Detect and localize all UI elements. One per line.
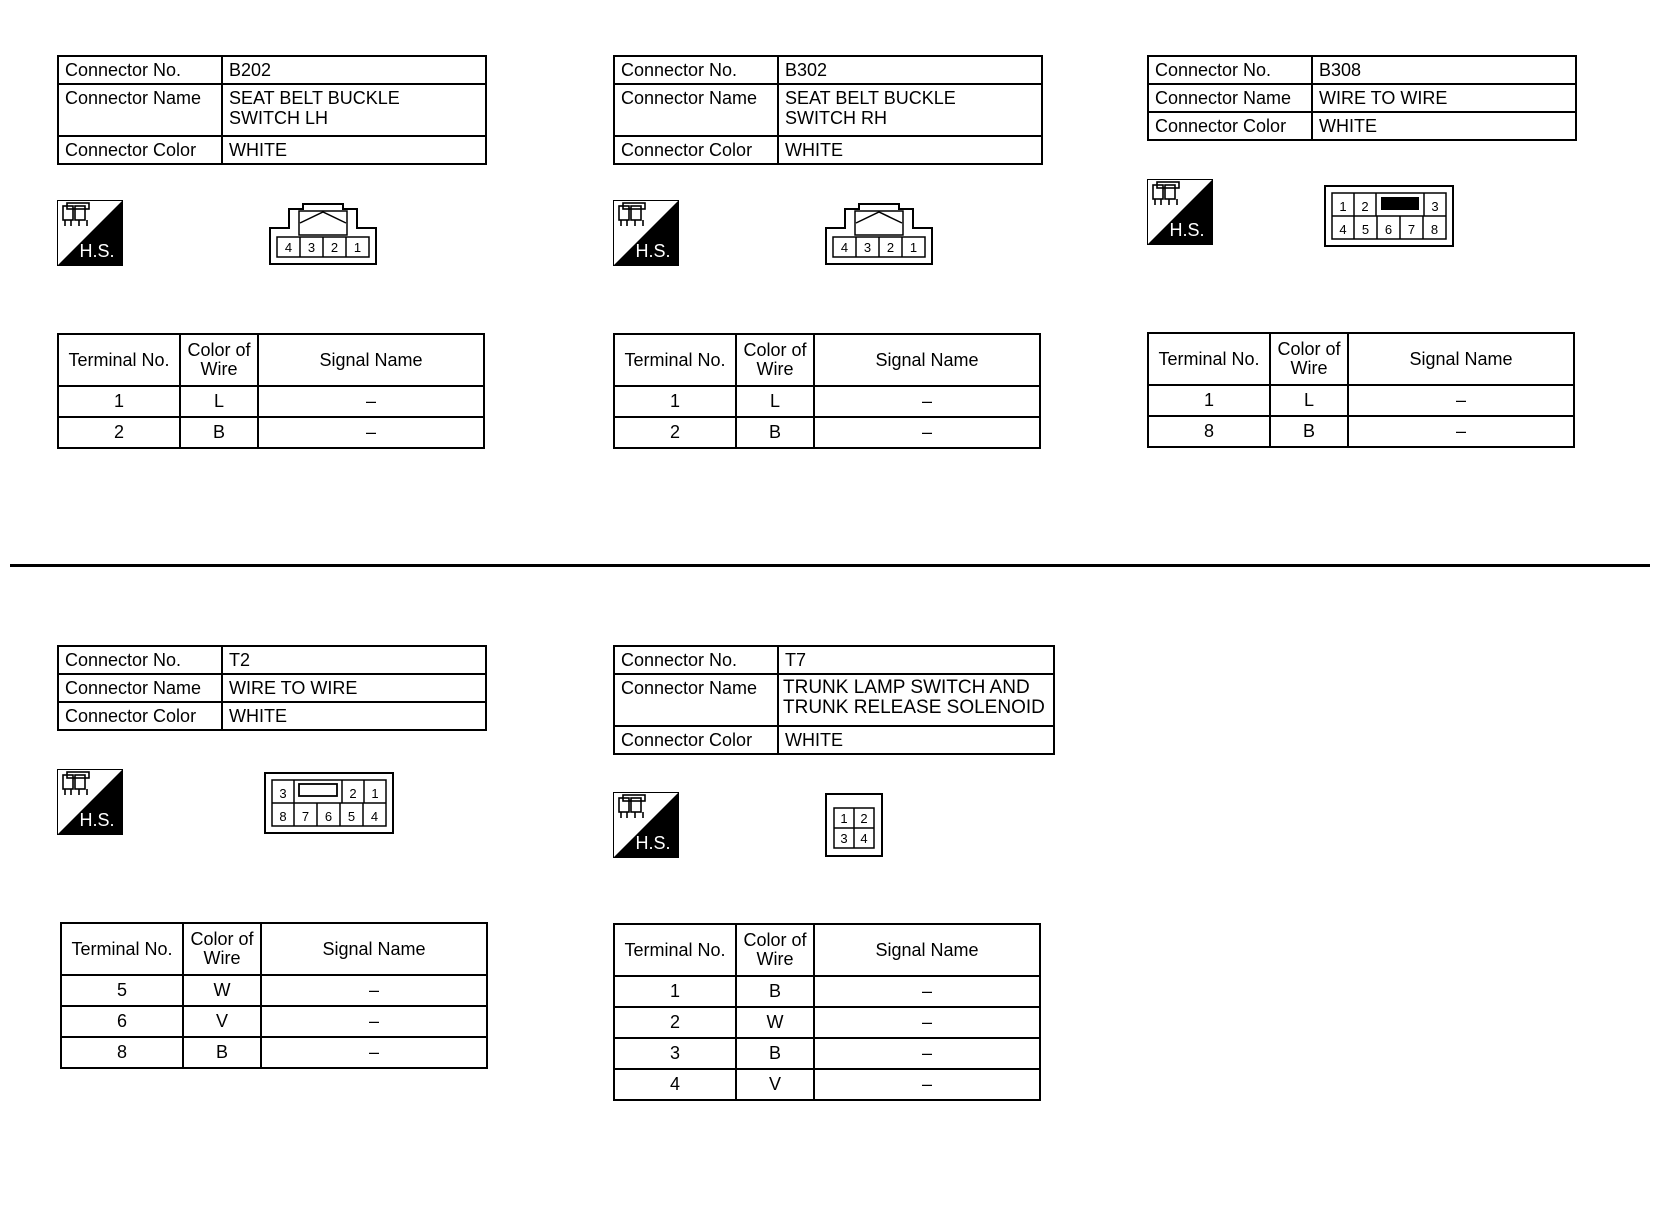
- connector-no-label: Connector No.: [58, 646, 222, 674]
- table-row: 3 B –: [614, 1038, 1040, 1069]
- connector-no-label: Connector No.: [1148, 56, 1312, 84]
- pin-label: 2: [330, 240, 339, 255]
- connector-info-table: [57, 55, 487, 165]
- connector-name-value: WIRE TO WIRE: [222, 674, 486, 702]
- terminal-table: [60, 922, 488, 1069]
- table-row: 1 L –: [1148, 385, 1574, 416]
- connector-info-table: [1147, 55, 1577, 141]
- pin-label: 3: [840, 831, 848, 846]
- pin-label: 1: [371, 786, 379, 801]
- pin-label: 1: [353, 240, 362, 255]
- connector-name-label: Connector Name: [1148, 84, 1312, 112]
- pin-label: 7: [301, 809, 310, 824]
- connector-name-label: Connector Name: [614, 674, 778, 726]
- terminal-table: [613, 333, 1041, 449]
- pin-label: 4: [284, 240, 293, 255]
- pin-label: 3: [863, 240, 872, 255]
- table-row: 5 W –: [61, 975, 487, 1006]
- connector-no-label: Connector No.: [58, 56, 222, 84]
- table-row: 1 B –: [614, 976, 1040, 1007]
- pin-label: 1: [840, 811, 848, 826]
- connector-face-4pin: [269, 203, 377, 265]
- pin-label: 3: [1431, 199, 1439, 214]
- connector-color-value: WHITE: [222, 702, 486, 730]
- wire-color-header: Color of Wire: [183, 923, 261, 975]
- pin-label: 8: [279, 809, 287, 824]
- connector-b308: [1147, 55, 1577, 455]
- connector-name-value: SEAT BELT BUCKLE SWITCH LH: [222, 84, 486, 136]
- pin-label: 6: [324, 809, 333, 824]
- wire-color-header: Color of Wire: [736, 924, 814, 976]
- table-row: 6 V –: [61, 1006, 487, 1037]
- signal-name-header: Signal Name: [258, 334, 484, 386]
- wire-color-header: Color of Wire: [736, 334, 814, 386]
- connector-face-4pin: [825, 203, 933, 265]
- wire-color-header: Color of Wire: [180, 334, 258, 386]
- table-row: 1 L –: [614, 386, 1040, 417]
- terminal-table: [1147, 332, 1575, 448]
- terminal-no-header: Terminal No.: [1148, 333, 1270, 385]
- svg-text:H.S.: H.S.: [79, 810, 115, 830]
- connector-no-label: Connector No.: [614, 646, 778, 674]
- connector-color-label: Connector Color: [58, 702, 222, 730]
- terminal-table: [57, 333, 485, 449]
- pin-label: 4: [860, 831, 868, 846]
- hs-harness-side-icon: [1147, 179, 1213, 245]
- connector-b202: [57, 55, 487, 455]
- connector-color-label: Connector Color: [58, 136, 222, 164]
- connector-info-table: [613, 645, 1055, 755]
- table-row: 2 W –: [614, 1007, 1040, 1038]
- pin-label: 1: [1339, 199, 1347, 214]
- connector-name-value: TRUNK LAMP SWITCH AND TRUNK RELEASE SOLENOID: [778, 674, 1054, 726]
- pin-label: 6: [1384, 222, 1393, 237]
- connector-info-table: [57, 645, 487, 731]
- connector-color-value: WHITE: [778, 726, 1054, 754]
- table-row: 8 B –: [61, 1037, 487, 1068]
- connector-face-4pin: [825, 793, 883, 857]
- connector-face-8pin: [264, 772, 394, 834]
- terminal-table: [613, 923, 1041, 1101]
- pin-label: 7: [1407, 222, 1416, 237]
- table-row: 2 B –: [614, 417, 1040, 448]
- connector-color-label: Connector Color: [1148, 112, 1312, 140]
- pin-label: 4: [840, 240, 849, 255]
- connector-color-value: WHITE: [778, 136, 1042, 164]
- connector-color-label: Connector Color: [614, 726, 778, 754]
- pin-label: 2: [860, 811, 868, 826]
- connector-name-value: SEAT BELT BUCKLE SWITCH RH: [778, 84, 1042, 136]
- connector-info-table: [613, 55, 1043, 165]
- svg-text:H.S.: H.S.: [635, 241, 671, 261]
- pin-label: 2: [886, 240, 895, 255]
- connector-no-value: B202: [222, 56, 486, 84]
- hs-harness-side-icon: [613, 792, 679, 858]
- pin-label: 3: [307, 240, 316, 255]
- svg-text:H.S.: H.S.: [79, 241, 115, 261]
- pin-label: 1: [909, 240, 918, 255]
- hs-harness-side-icon: [613, 200, 679, 266]
- connector-no-value: B308: [1312, 56, 1576, 84]
- signal-name-header: Signal Name: [261, 923, 487, 975]
- terminal-no-header: Terminal No.: [614, 924, 736, 976]
- table-row: 4 V –: [614, 1069, 1040, 1100]
- connector-t2: [57, 645, 487, 1075]
- terminal-no-header: Terminal No.: [61, 923, 183, 975]
- pin-label: 2: [1361, 199, 1369, 214]
- pin-label: 4: [1339, 222, 1347, 237]
- connector-name-value: WIRE TO WIRE: [1312, 84, 1576, 112]
- terminal-no-header: Terminal No.: [58, 334, 180, 386]
- pin-label: 8: [1430, 222, 1439, 237]
- connector-no-value: T7: [778, 646, 1054, 674]
- pin-label: 5: [1361, 222, 1370, 237]
- hs-harness-side-icon: [57, 769, 123, 835]
- hs-harness-side-icon: [57, 200, 123, 266]
- signal-name-header: Signal Name: [1348, 333, 1574, 385]
- table-row: 8 B –: [1148, 416, 1574, 447]
- signal-name-header: Signal Name: [814, 924, 1040, 976]
- pin-label: 3: [279, 786, 287, 801]
- connector-name-label: Connector Name: [58, 674, 222, 702]
- connector-color-value: WHITE: [222, 136, 486, 164]
- connector-no-label: Connector No.: [614, 56, 778, 84]
- connector-face-8pin: [1324, 185, 1454, 247]
- svg-text:H.S.: H.S.: [1169, 220, 1205, 240]
- pin-label: 5: [347, 809, 356, 824]
- signal-name-header: Signal Name: [814, 334, 1040, 386]
- table-row: 1 L –: [58, 386, 484, 417]
- connector-b302: [613, 55, 1043, 455]
- connector-color-value: WHITE: [1312, 112, 1576, 140]
- svg-text:H.S.: H.S.: [635, 833, 671, 853]
- connector-name-label: Connector Name: [614, 84, 778, 136]
- section-divider: [10, 564, 1650, 567]
- pin-label: 4: [370, 809, 379, 824]
- wire-color-header: Color of Wire: [1270, 333, 1348, 385]
- connector-color-label: Connector Color: [614, 136, 778, 164]
- connector-no-value: T2: [222, 646, 486, 674]
- table-row: 2 B –: [58, 417, 484, 448]
- connector-no-value: B302: [778, 56, 1042, 84]
- connector-t7: [613, 645, 1055, 1105]
- connector-name-label: Connector Name: [58, 84, 222, 136]
- terminal-no-header: Terminal No.: [614, 334, 736, 386]
- pin-label: 2: [349, 786, 357, 801]
